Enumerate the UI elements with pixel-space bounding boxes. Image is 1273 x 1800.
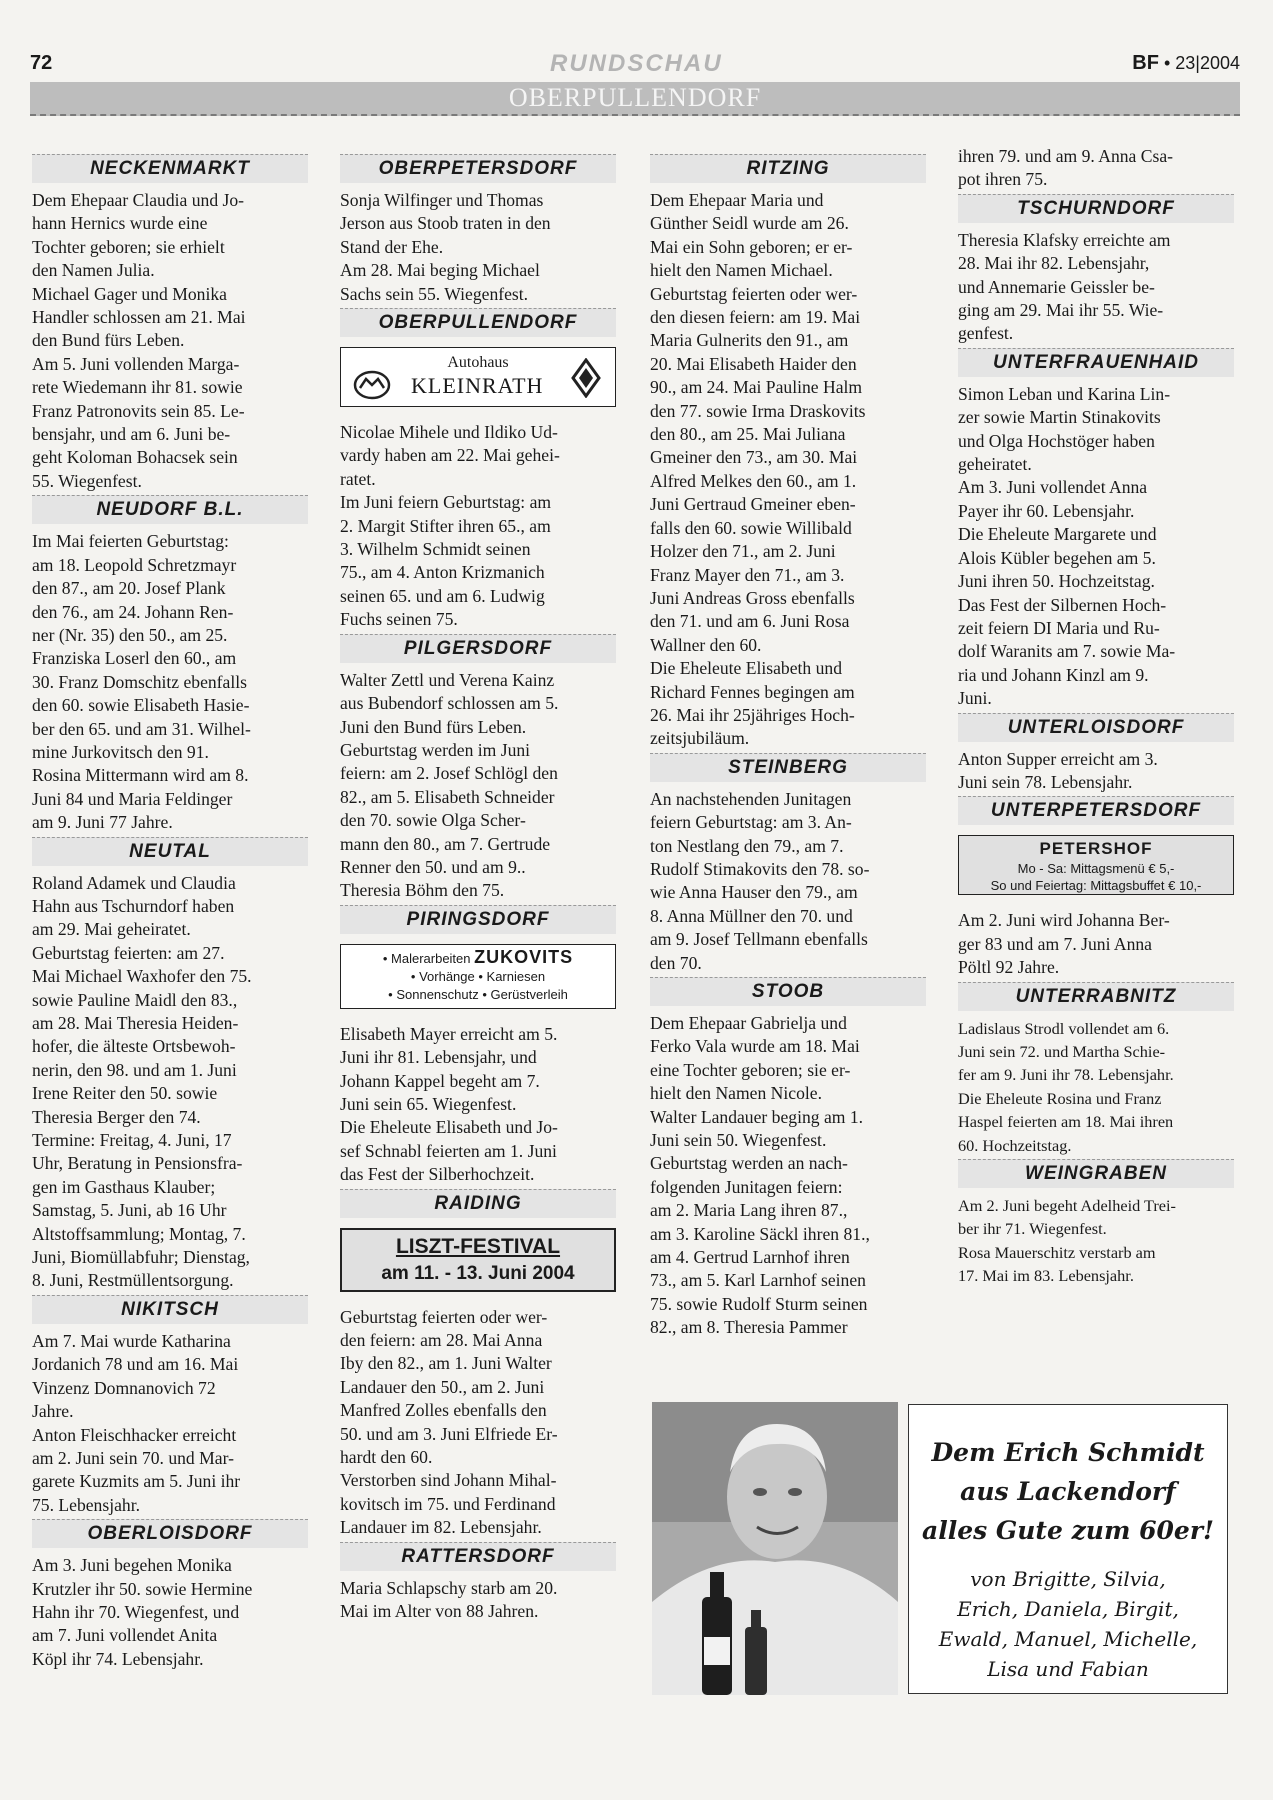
text-line: Richard Fennes begingen am xyxy=(650,681,855,702)
text-line: Juni 84 und Maria Feldinger xyxy=(32,788,233,809)
text-line: Theresia Klafsky erreichte am xyxy=(958,229,1171,250)
text-line: Juni. xyxy=(958,688,992,709)
text-line: ratet. xyxy=(340,468,376,489)
column-3 xyxy=(650,152,926,1340)
text-line: Maria Gulnerits den 91., am xyxy=(650,330,849,351)
text-line: ria und Johann Kinzl am 9. xyxy=(958,664,1149,685)
text-line: folgenden Junitagen feiern: xyxy=(650,1176,843,1197)
text-line: Am 2. Juni wird Johanna Ber- xyxy=(958,910,1170,931)
text-line: 28. Mai ihr 82. Lebensjahr, xyxy=(958,253,1150,274)
text-line: Die Eheleute Rosina und Franz xyxy=(958,1088,1162,1108)
text-line: den 71. und am 6. Juni Rosa xyxy=(650,611,850,632)
text-line: Mai im Alter von 88 Jahren. xyxy=(340,1601,539,1622)
text-line: 75. sowie Rudolf Sturm seinen xyxy=(650,1293,868,1314)
text-line: 2. Margit Stifter ihren 65., am xyxy=(340,515,551,536)
text-line: Elisabeth Mayer erreicht am 5. xyxy=(340,1023,558,1044)
text-line: den 76., am 24. Johann Ren- xyxy=(32,601,234,622)
text-line: 60. Hochzeitstag. xyxy=(958,1135,1072,1155)
text-line: ber den 65. und am 31. Wilhel- xyxy=(32,718,251,739)
text-line: 75. Lebensjahr. xyxy=(32,1494,140,1515)
text-line: und Olga Hochstöger haben xyxy=(958,430,1155,451)
text-line: Samstag, 5. Juni, ab 16 Uhr xyxy=(32,1200,227,1221)
heading-unterrabnitz: UNTERRABNITZ xyxy=(958,982,1234,1011)
text-line: Köpl ihr 74. Lebensjahr. xyxy=(32,1648,204,1669)
column-2 xyxy=(340,152,616,1623)
text-line: den Bund fürs Leben. xyxy=(32,330,185,351)
greeting-sender-4: Lisa und Fabian xyxy=(987,1657,1149,1681)
text-line: Geburtstag feierten: am 27. xyxy=(32,942,225,963)
renault-logo-icon xyxy=(571,358,601,398)
greeting-main xyxy=(909,1433,1227,1550)
heading-ritzing: RITZING xyxy=(650,154,926,183)
text-line: Renner den 50. und am 9.. xyxy=(340,856,526,877)
text-line: Tochter geboren; sie erhielt xyxy=(32,236,225,257)
text-line: geheiratet. xyxy=(958,454,1032,475)
text-line: mine Jurkovitsch den 91. xyxy=(32,741,209,762)
text-line: Juni Gertraud Gmeiner eben- xyxy=(650,494,856,515)
text-line: Juni, Biomüllabfuhr; Dienstag, xyxy=(32,1247,250,1268)
text-line: hofer, die älteste Ortsbewoh- xyxy=(32,1036,236,1057)
heading-piringsdorf: PIRINGSDORF xyxy=(340,905,616,934)
text-line: seinen 65. und am 6. Ludwig xyxy=(340,585,545,606)
text-line: 50. und am 3. Juni Elfriede Er- xyxy=(340,1423,558,1444)
ad-petershof-name: PETERSHOF xyxy=(1039,839,1153,859)
text-line: Anton Fleischhacker erreicht xyxy=(32,1424,237,1445)
text-line: Am 2. Juni begeht Adelheid Trei- xyxy=(958,1196,1176,1215)
text-line: Iby den 82., am 1. Juni Walter xyxy=(340,1353,552,1374)
greeting-line-2: aus Lackendorf xyxy=(960,1477,1176,1506)
ad-kleinrath-line1: Autohaus xyxy=(447,354,509,372)
text-line: Payer ihr 60. Lebensjahr. xyxy=(958,500,1135,521)
text-line: am 9. Josef Tellmann ebenfalls xyxy=(650,929,868,950)
text-line: Landauer im 82. Lebensjahr. xyxy=(340,1517,542,1538)
text-line: ging am 29. Mai ihr 55. Wie- xyxy=(958,300,1164,321)
text-line: Im Juni feiern Geburtstag: am xyxy=(340,492,552,513)
heading-weingraben: WEINGRABEN xyxy=(958,1159,1234,1188)
text-stoob-continued xyxy=(958,145,1234,192)
text-line: Johann Kappel begeht am 7. xyxy=(340,1070,540,1091)
text-line: hardt den 60. xyxy=(340,1447,433,1468)
text-line: Maria Schlapschy starb am 20. xyxy=(340,1577,558,1598)
heading-neckenmarkt: NECKENMARKT xyxy=(32,154,308,183)
text-line: Pöltl 92 Jahre. xyxy=(958,957,1060,978)
text-line: 82., am 5. Elisabeth Schneider xyxy=(340,786,555,807)
text-line: zeitsjubiläum. xyxy=(650,728,750,749)
text-line: am 9. Juni 77 Jahre. xyxy=(32,812,173,833)
text-line: Manfred Zolles ebenfalls den xyxy=(340,1400,547,1421)
text-unterrabnitz xyxy=(958,1017,1234,1157)
text-line: Franziska Loserl den 60., am xyxy=(32,648,237,669)
region-banner xyxy=(30,82,1240,116)
text-line: Mai ein Sohn geboren; er er- xyxy=(650,236,853,257)
text-line: Günther Seidl wurde am 26. xyxy=(650,213,849,234)
portrait-image xyxy=(652,1402,898,1695)
text-line: den 70. sowie Olga Scher- xyxy=(340,810,526,831)
text-line: gen im Gasthaus Klauber; xyxy=(32,1176,216,1197)
text-line: Franz Mayer den 71., am 3. xyxy=(650,564,845,585)
text-line: Handler schlossen am 21. Mai xyxy=(32,307,246,328)
text-line: Geburtstag werden im Juni xyxy=(340,739,531,760)
text-line: Im Mai feierten Geburtstag: xyxy=(32,531,229,552)
text-line: am 3. Karoline Säckl ihren 81., xyxy=(650,1223,870,1244)
ad-petershof-line1: Mo - Sa: Mittagsmenü € 5,- xyxy=(1017,861,1175,877)
text-oberpullendorf xyxy=(340,421,616,632)
text-pilgersdorf xyxy=(340,669,616,903)
text-line: dolf Waranits am 7. sowie Ma- xyxy=(958,641,1176,662)
mazda-logo-icon xyxy=(353,370,391,400)
text-line: Walter Zettl und Verena Kainz xyxy=(340,669,555,690)
text-line: Jordanich 78 und am 16. Mai xyxy=(32,1354,239,1375)
greeting-sender-1: von Brigitte, Silvia, xyxy=(970,1567,1166,1591)
text-line: 90., am 24. Mai Pauline Halm xyxy=(650,377,863,398)
heading-neutal: NEUTAL xyxy=(32,837,308,866)
text-line: Hahn aus Tschurndorf haben xyxy=(32,895,235,916)
text-line: Geburtstag feierten oder wer- xyxy=(340,1306,548,1327)
text-line: Altstoffsammlung; Montag, 7. xyxy=(32,1223,246,1244)
text-line: Mai Michael Waxhofer den 75. xyxy=(32,966,252,987)
text-line: ger 83 und am 7. Juni Anna xyxy=(958,933,1152,954)
ad-zukovits-prefix: • Malerarbeiten xyxy=(382,950,475,966)
ad-liszt-festival xyxy=(340,1228,616,1292)
portrait-photo xyxy=(652,1402,898,1695)
section-title: RUNDSCHAU xyxy=(550,50,723,77)
text-line: Rosa Mauerschitz verstarb am xyxy=(958,1242,1156,1262)
text-line: An nachstehenden Junitagen xyxy=(650,788,852,809)
heading-rattersdorf: RATTERSDORF xyxy=(340,1542,616,1571)
text-line: mann den 80., am 7. Gertrude xyxy=(340,833,551,854)
text-line: Gmeiner den 73., am 30. Mai xyxy=(650,447,858,468)
text-line: hielt den Namen Nicole. xyxy=(650,1083,822,1104)
heading-neudorf: NEUDORF B.L. xyxy=(32,495,308,524)
text-line: Jerson aus Stoob traten in den xyxy=(340,213,551,234)
ad-liszt-dates: am 11. - 13. Juni 2004 xyxy=(381,1262,575,1284)
heading-unterpetersdorf: UNTERPETERSDORF xyxy=(958,796,1234,825)
text-line: Haspel feierten am 18. Mai ihren xyxy=(958,1112,1174,1132)
text-line: Juni sein 65. Wiegenfest. xyxy=(340,1093,517,1114)
text-line: 73., am 5. Karl Larnhof seinen xyxy=(650,1270,866,1291)
heading-unterfrauenhaid: UNTERFRAUENHAID xyxy=(958,348,1234,377)
column-1 xyxy=(32,152,308,1671)
text-line: Hahn ihr 70. Wiegenfest, und xyxy=(32,1601,240,1622)
greeting-line-1: Dem Erich Schmidt xyxy=(931,1438,1205,1467)
text-line: am 2. Maria Lang ihren 87., xyxy=(650,1200,848,1221)
text-line: Stand der Ehe. xyxy=(340,236,444,257)
ad-zukovits-line1 xyxy=(341,948,615,968)
greeting-sender-2: Erich, Daniela, Birgit, xyxy=(957,1597,1179,1621)
heading-unterloisdorf: UNTERLOISDORF xyxy=(958,713,1234,742)
text-line: Walter Landauer beging am 1. xyxy=(650,1106,864,1127)
text-line: zer sowie Martin Stinakovits xyxy=(958,407,1161,428)
text-line: Ladislaus Strodl vollendet am 6. xyxy=(958,1018,1170,1038)
text-line: Am 28. Mai beging Michael xyxy=(340,260,540,281)
text-line: das Fest der Silberhochzeit. xyxy=(340,1164,535,1185)
text-line: Die Eheleute Elisabeth und xyxy=(650,658,843,679)
text-line: rete Wiedemann ihr 81. sowie xyxy=(32,377,243,398)
heading-stoob: STOOB xyxy=(650,977,926,1006)
text-line: Theresia Böhm den 75. xyxy=(340,880,505,901)
ad-zukovits-name: ZUKOVITS xyxy=(474,946,574,967)
text-steinberg xyxy=(650,788,926,975)
issue-number: • 23|2004 xyxy=(1158,53,1240,73)
text-line: Das Fest der Silbernen Hoch- xyxy=(958,594,1167,615)
ad-zukovits-line2: • Vorhänge • Karniesen xyxy=(410,968,546,984)
text-line: geht Koloman Bohacsek sein xyxy=(32,447,238,468)
text-line: 82., am 8. Theresia Pammer xyxy=(650,1317,848,1338)
text-line: Ferko Vala wurde am 18. Mai xyxy=(650,1036,860,1057)
text-line: den feiern: am 28. Mai Anna xyxy=(340,1330,543,1350)
text-line: und Annemarie Geissler be- xyxy=(958,276,1155,297)
text-line: 20. Mai Elisabeth Haider den xyxy=(650,353,857,374)
text-nikitsch xyxy=(32,1330,308,1517)
text-line: den 70. xyxy=(650,952,702,973)
ad-petershof-line2: So und Feiertag: Mittagsbuffet € 10,- xyxy=(990,878,1202,894)
heading-nikitsch: NIKITSCH xyxy=(32,1295,308,1324)
text-neutal xyxy=(32,872,308,1293)
greeting-senders xyxy=(909,1564,1227,1684)
text-line: bensjahr, und am 6. Juni be- xyxy=(32,424,231,445)
issue-info xyxy=(1132,52,1240,75)
region-title: OBERPULLENDORF xyxy=(508,83,762,112)
heading-tschurndorf: TSCHURNDORF xyxy=(958,194,1234,223)
heading-oberpullendorf: OBERPULLENDORF xyxy=(340,308,616,337)
text-line: genfest. xyxy=(958,323,1014,344)
text-line: feiern Geburtstag: am 3. An- xyxy=(650,812,852,833)
text-line: Wallner den 60. xyxy=(650,634,762,655)
text-line: Landauer den 50., am 2. Juni xyxy=(340,1376,545,1397)
text-line: den 77. sowie Irma Draskovits xyxy=(650,400,866,421)
text-line: den diesen feiern: am 19. Mai xyxy=(650,307,861,328)
text-line: kovitsch im 75. und Ferdinand xyxy=(340,1493,556,1514)
text-line: Sachs sein 55. Wiegenfest. xyxy=(340,283,529,304)
text-line: 17. Mai im 83. Lebensjahr. xyxy=(958,1266,1134,1286)
text-line: Juni sein 72. und Martha Schie- xyxy=(958,1041,1166,1061)
text-unterloisdorf xyxy=(958,748,1234,795)
text-raiding xyxy=(340,1306,616,1540)
text-line: Juni ihr 81. Lebensjahr, und xyxy=(340,1047,537,1068)
text-line: Franz Patronovits sein 85. Le- xyxy=(32,400,245,421)
text-line: am 7. Juni vollendet Anita xyxy=(32,1625,218,1646)
text-line: den 60. sowie Elisabeth Hasie- xyxy=(32,695,250,716)
text-line: am 29. Mai geheiratet. xyxy=(32,919,191,940)
ad-liszt-title: LISZT-FESTIVAL xyxy=(395,1234,561,1258)
text-line: wie Anna Hauser den 79., am xyxy=(650,882,858,903)
text-line: 75., am 4. Anton Krizmanich xyxy=(340,562,545,583)
text-line: Simon Leban und Karina Lin- xyxy=(958,383,1171,404)
text-line: 8. Juni, Restmüllentsorgung. xyxy=(32,1270,234,1291)
text-line: Michael Gager und Monika xyxy=(32,283,227,304)
greeting-sender-3: Ewald, Manuel, Michelle, xyxy=(938,1627,1198,1651)
text-rattersdorf xyxy=(340,1577,616,1624)
text-line: den 80., am 25. Mai Juliana xyxy=(650,424,846,445)
text-line: Am 3. Juni vollendet Anna xyxy=(958,477,1148,498)
text-line: Juni sein 50. Wiegenfest. xyxy=(650,1130,827,1151)
text-line: Am 7. Mai wurde Katharina xyxy=(32,1330,231,1351)
text-line: Jahre. xyxy=(32,1401,74,1422)
text-line: ihren 79. und am 9. Anna Csa- xyxy=(958,146,1173,166)
text-line: Termine: Freitag, 4. Juni, 17 xyxy=(32,1130,232,1151)
text-line: 8. Anna Müllner den 70. und xyxy=(650,905,853,926)
text-line: Juni Andreas Gross ebenfalls xyxy=(650,587,855,608)
heading-oberloisdorf: OBERLOISDORF xyxy=(32,1519,308,1548)
publication-name: BF xyxy=(1132,52,1159,74)
text-neckenmarkt xyxy=(32,189,308,493)
text-line: ber ihr 71. Wiegenfest. xyxy=(958,1219,1107,1239)
text-line: vardy haben am 22. Mai gehei- xyxy=(340,445,560,466)
text-line: Roland Adamek und Claudia xyxy=(32,872,236,893)
heading-raiding: RAIDING xyxy=(340,1189,616,1218)
text-line: Juni ihren 50. Hochzeitstag. xyxy=(958,571,1155,592)
text-line: Die Eheleute Margarete und xyxy=(958,524,1157,545)
ad-autohaus-kleinrath xyxy=(340,347,616,407)
text-line: pot ihren 75. xyxy=(958,169,1048,190)
text-line: am 2. Juni sein 70. und Mar- xyxy=(32,1447,234,1468)
greeting-line-3: alles Gute zum 60er! xyxy=(922,1516,1214,1545)
text-line: Krutzler ihr 50. sowie Hermine xyxy=(32,1578,253,1599)
text-piringsdorf xyxy=(340,1023,616,1187)
text-line: Alfred Melkes den 60., am 1. xyxy=(650,470,857,491)
text-line: sef Schnabl feierten am 1. Juni xyxy=(340,1140,557,1161)
text-line: Dem Ehepaar Claudia und Jo- xyxy=(32,190,245,210)
text-tschurndorf xyxy=(958,229,1234,346)
column-4 xyxy=(958,145,1234,1288)
text-line: Juni den Bund fürs Leben. xyxy=(340,716,527,737)
text-unterpetersdorf xyxy=(958,909,1234,979)
text-unterfrauenhaid xyxy=(958,383,1234,711)
text-line: Am 5. Juni vollenden Marga- xyxy=(32,353,240,374)
ad-petershof xyxy=(958,835,1234,895)
ad-zukovits-line3: • Sonnenschutz • Gerüstverleih xyxy=(388,986,568,1002)
text-line: ner (Nr. 35) den 50., am 25. xyxy=(32,624,228,645)
text-line: 3. Wilhelm Schmidt seinen xyxy=(340,539,531,560)
heading-pilgersdorf: PILGERSDORF xyxy=(340,634,616,663)
text-line: Anton Supper erreicht am 3. xyxy=(958,748,1158,769)
text-line: Verstorben sind Johann Mihal- xyxy=(340,1470,557,1491)
text-line: den 87., am 20. Josef Plank xyxy=(32,578,226,599)
text-line: am 28. Mai Theresia Heiden- xyxy=(32,1013,239,1033)
text-line: Sonja Wilfinger und Thomas xyxy=(340,190,544,210)
text-line: Rudolf Stimakovits den 78. so- xyxy=(650,858,870,879)
text-line: Die Eheleute Elisabeth und Jo- xyxy=(340,1117,558,1138)
text-neudorf xyxy=(32,530,308,834)
text-ritzing xyxy=(650,189,926,751)
text-line: feiern: am 2. Josef Schlögl den xyxy=(340,763,558,784)
text-stoob xyxy=(650,1012,926,1340)
text-line: Holzer den 71., am 2. Juni xyxy=(650,541,836,562)
text-line: Nicolae Mihele und Ildiko Ud- xyxy=(340,422,558,443)
text-line: am 4. Gertrud Larnhof ihren xyxy=(650,1247,850,1268)
text-line: 55. Wiegenfest. xyxy=(32,470,142,491)
text-line: Theresia Berger den 74. xyxy=(32,1106,201,1127)
text-line: Dem Ehepaar Gabrielja und xyxy=(650,1013,847,1033)
text-line: Rosina Mittermann wird am 8. xyxy=(32,765,249,786)
greeting-box xyxy=(908,1404,1228,1694)
text-line: aus Bubendorf schlossen am 5. xyxy=(340,693,559,714)
text-line: sowie Pauline Maidl den 83., xyxy=(32,989,238,1010)
text-line: hielt den Namen Michael. xyxy=(650,260,833,281)
text-line: nerin, den 98. und am 1. Juni xyxy=(32,1059,237,1080)
text-line: Am 3. Juni begehen Monika xyxy=(32,1555,232,1576)
text-line: 30. Franz Domschitz ebenfalls xyxy=(32,671,247,692)
page-header xyxy=(30,50,1240,80)
text-line: Dem Ehepaar Maria und xyxy=(650,190,824,210)
text-line: Irene Reiter den 50. sowie xyxy=(32,1083,218,1104)
text-line: zeit feiern DI Maria und Ru- xyxy=(958,617,1160,638)
text-line: falls den 60. sowie Willibald xyxy=(650,517,852,538)
text-line: Geburtstag werden an nach- xyxy=(650,1153,848,1174)
text-line: ton Nestlang den 79., am 7. xyxy=(650,835,844,856)
heading-oberpetersdorf: OBERPETERSDORF xyxy=(340,154,616,183)
text-line: Vinzenz Domnanovich 72 xyxy=(32,1377,216,1398)
text-line: Uhr, Beratung in Pensionsfra- xyxy=(32,1153,243,1174)
text-weingraben xyxy=(958,1194,1234,1288)
ad-zukovits xyxy=(340,944,616,1009)
heading-steinberg: STEINBERG xyxy=(650,753,926,782)
text-oberpetersdorf xyxy=(340,189,616,306)
text-line: Fuchs seinen 75. xyxy=(340,609,458,630)
text-line: hann Hernics wurde eine xyxy=(32,213,208,234)
text-line: am 18. Leopold Schretzmayr xyxy=(32,554,237,575)
text-line: fer am 9. Juni ihr 78. Lebensjahr. xyxy=(958,1065,1174,1085)
text-line: garete Kuzmits am 5. Juni ihr xyxy=(32,1471,241,1492)
text-line: den Namen Julia. xyxy=(32,260,155,281)
text-line: Alois Kübler begehen am 5. xyxy=(958,547,1156,568)
text-line: Geburtstag feierten oder wer- xyxy=(650,283,858,304)
page-number: 72 xyxy=(30,52,53,74)
text-line: eine Tochter geboren; sie er- xyxy=(650,1059,851,1080)
text-line: 26. Mai ihr 25jähriges Hoch- xyxy=(650,704,855,725)
text-oberloisdorf xyxy=(32,1554,308,1671)
ad-kleinrath-name: KLEINRATH xyxy=(411,373,544,399)
text-line: Juni sein 78. Lebensjahr. xyxy=(958,771,1133,792)
